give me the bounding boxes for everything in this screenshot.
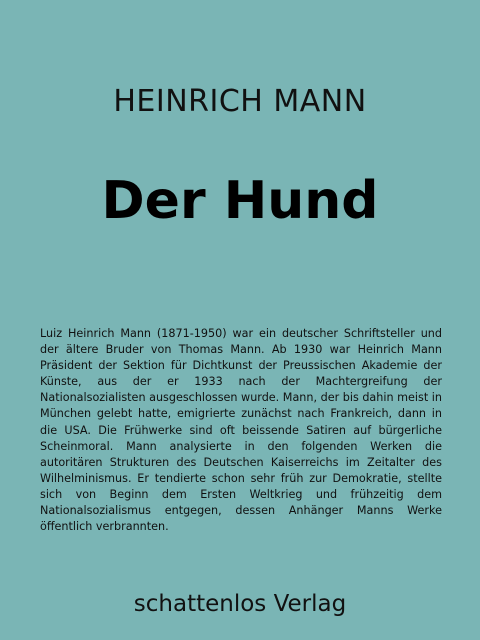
book-title: Der Hund	[101, 171, 379, 231]
publisher-name: schattenlos Verlag	[133, 591, 347, 617]
author-name: HEINRICH MANN	[113, 84, 367, 119]
author-biography: Luiz Heinrich Mann (1871-1950) war ein deutscher Schriftsteller und der ältere Bruder von Thomas Mann. Ab 1930 war Heinrich Mann Präsident der Sektion für Dichtkunst der Preussischen Akademie der Künste, aus der er 1933 nach der Machtergreifung der Nationalsozialisten ausgeschlossen wurde. Mann, der bis dahin meist in München gelebt hatte, emigrierte zunächst nach Frankreich, dann in die USA. Die Frühwerke sind oft beissende Satiren auf bürgerliche Scheinmoral. Mann analysierte in den folgenden Werken die autoritären Strukturen des Deutschen Kaiserreichs im Zeitalter des Wilhelminismus. Er tendierte schon sehr früh zur Demokratie, stellte sich von Beginn dem Ersten Weltkrieg und frühzeitig dem Nationalsozialismus entgegen, dessen Anhänger Manns Werke öffentlich verbrannten.	[40, 327, 442, 534]
